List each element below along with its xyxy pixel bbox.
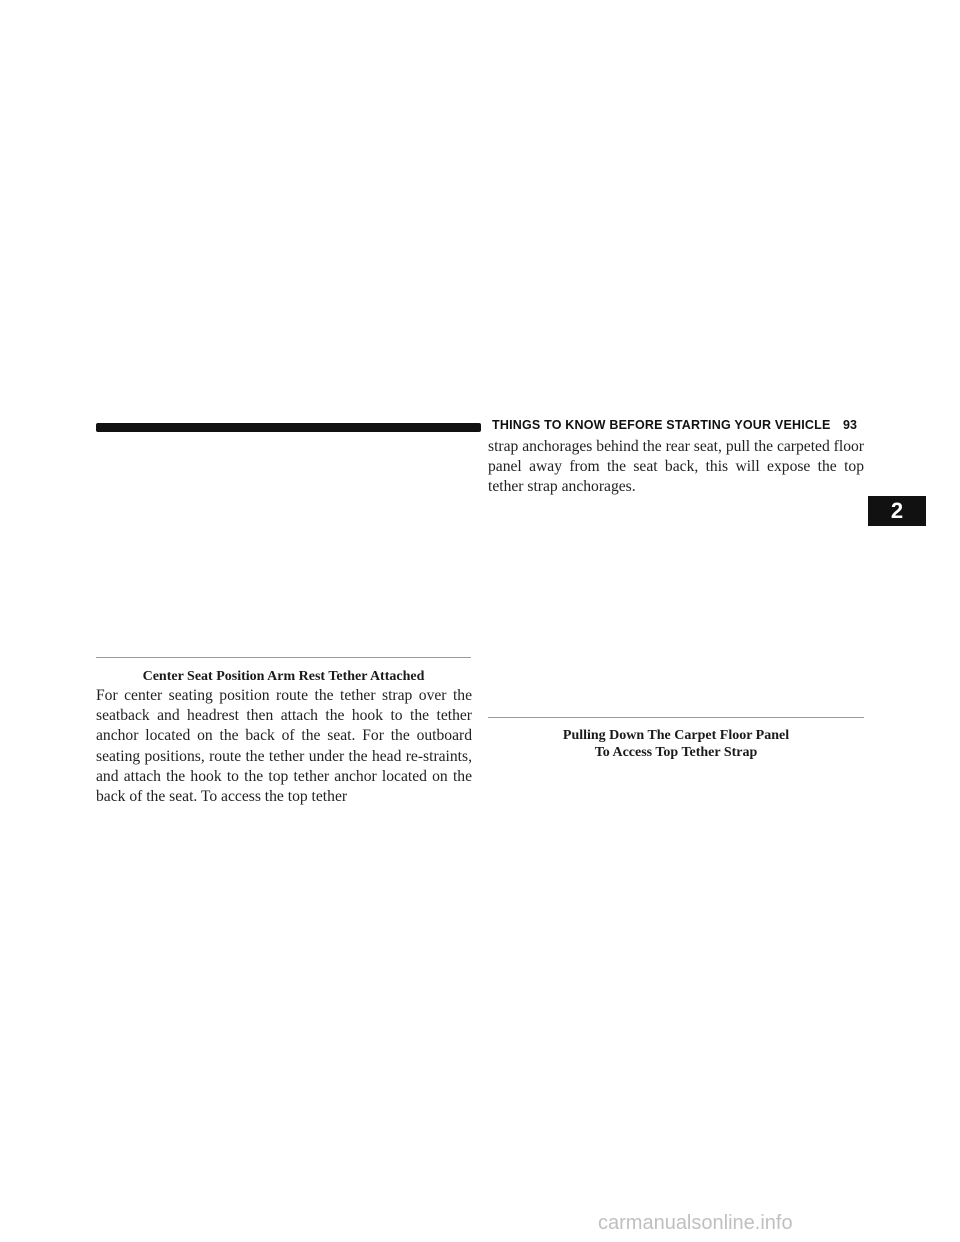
page-number: 93 <box>843 418 857 432</box>
figure-caption-right-line1: Pulling Down The Carpet Floor Panel <box>562 728 790 743</box>
header-bar <box>96 423 481 432</box>
figure-bottom-rule-left <box>96 657 471 658</box>
chapter-tab: 2 <box>868 496 926 526</box>
figure-bottom-rule-right <box>488 717 864 718</box>
figure-caption-right <box>488 727 864 761</box>
watermark: carmanualsonline.info <box>598 1212 793 1234</box>
figure-caption-left: Center Seat Position Arm Rest Tether Attached <box>142 669 425 684</box>
body-paragraph-right: strap anchorages behind the rear seat, pull the carpeted floor panel away from the seat back, this will expose the top tether strap anchorages. <box>488 438 864 496</box>
body-paragraph-left: For center seating position route the tether strap over the seatback and headrest then attach the hook to the tether anchor located on the back of the seat. For the outboard seating positions, route the tether under the head re-straints, and attach the hook to the top tether anchor located on the back of the seat. To access the top tether <box>96 687 472 806</box>
figure-caption-right-line2: To Access Top Tether Strap <box>594 745 758 760</box>
running-header-title: THINGS TO KNOW BEFORE STARTING YOUR VEHICLE <box>492 418 831 432</box>
